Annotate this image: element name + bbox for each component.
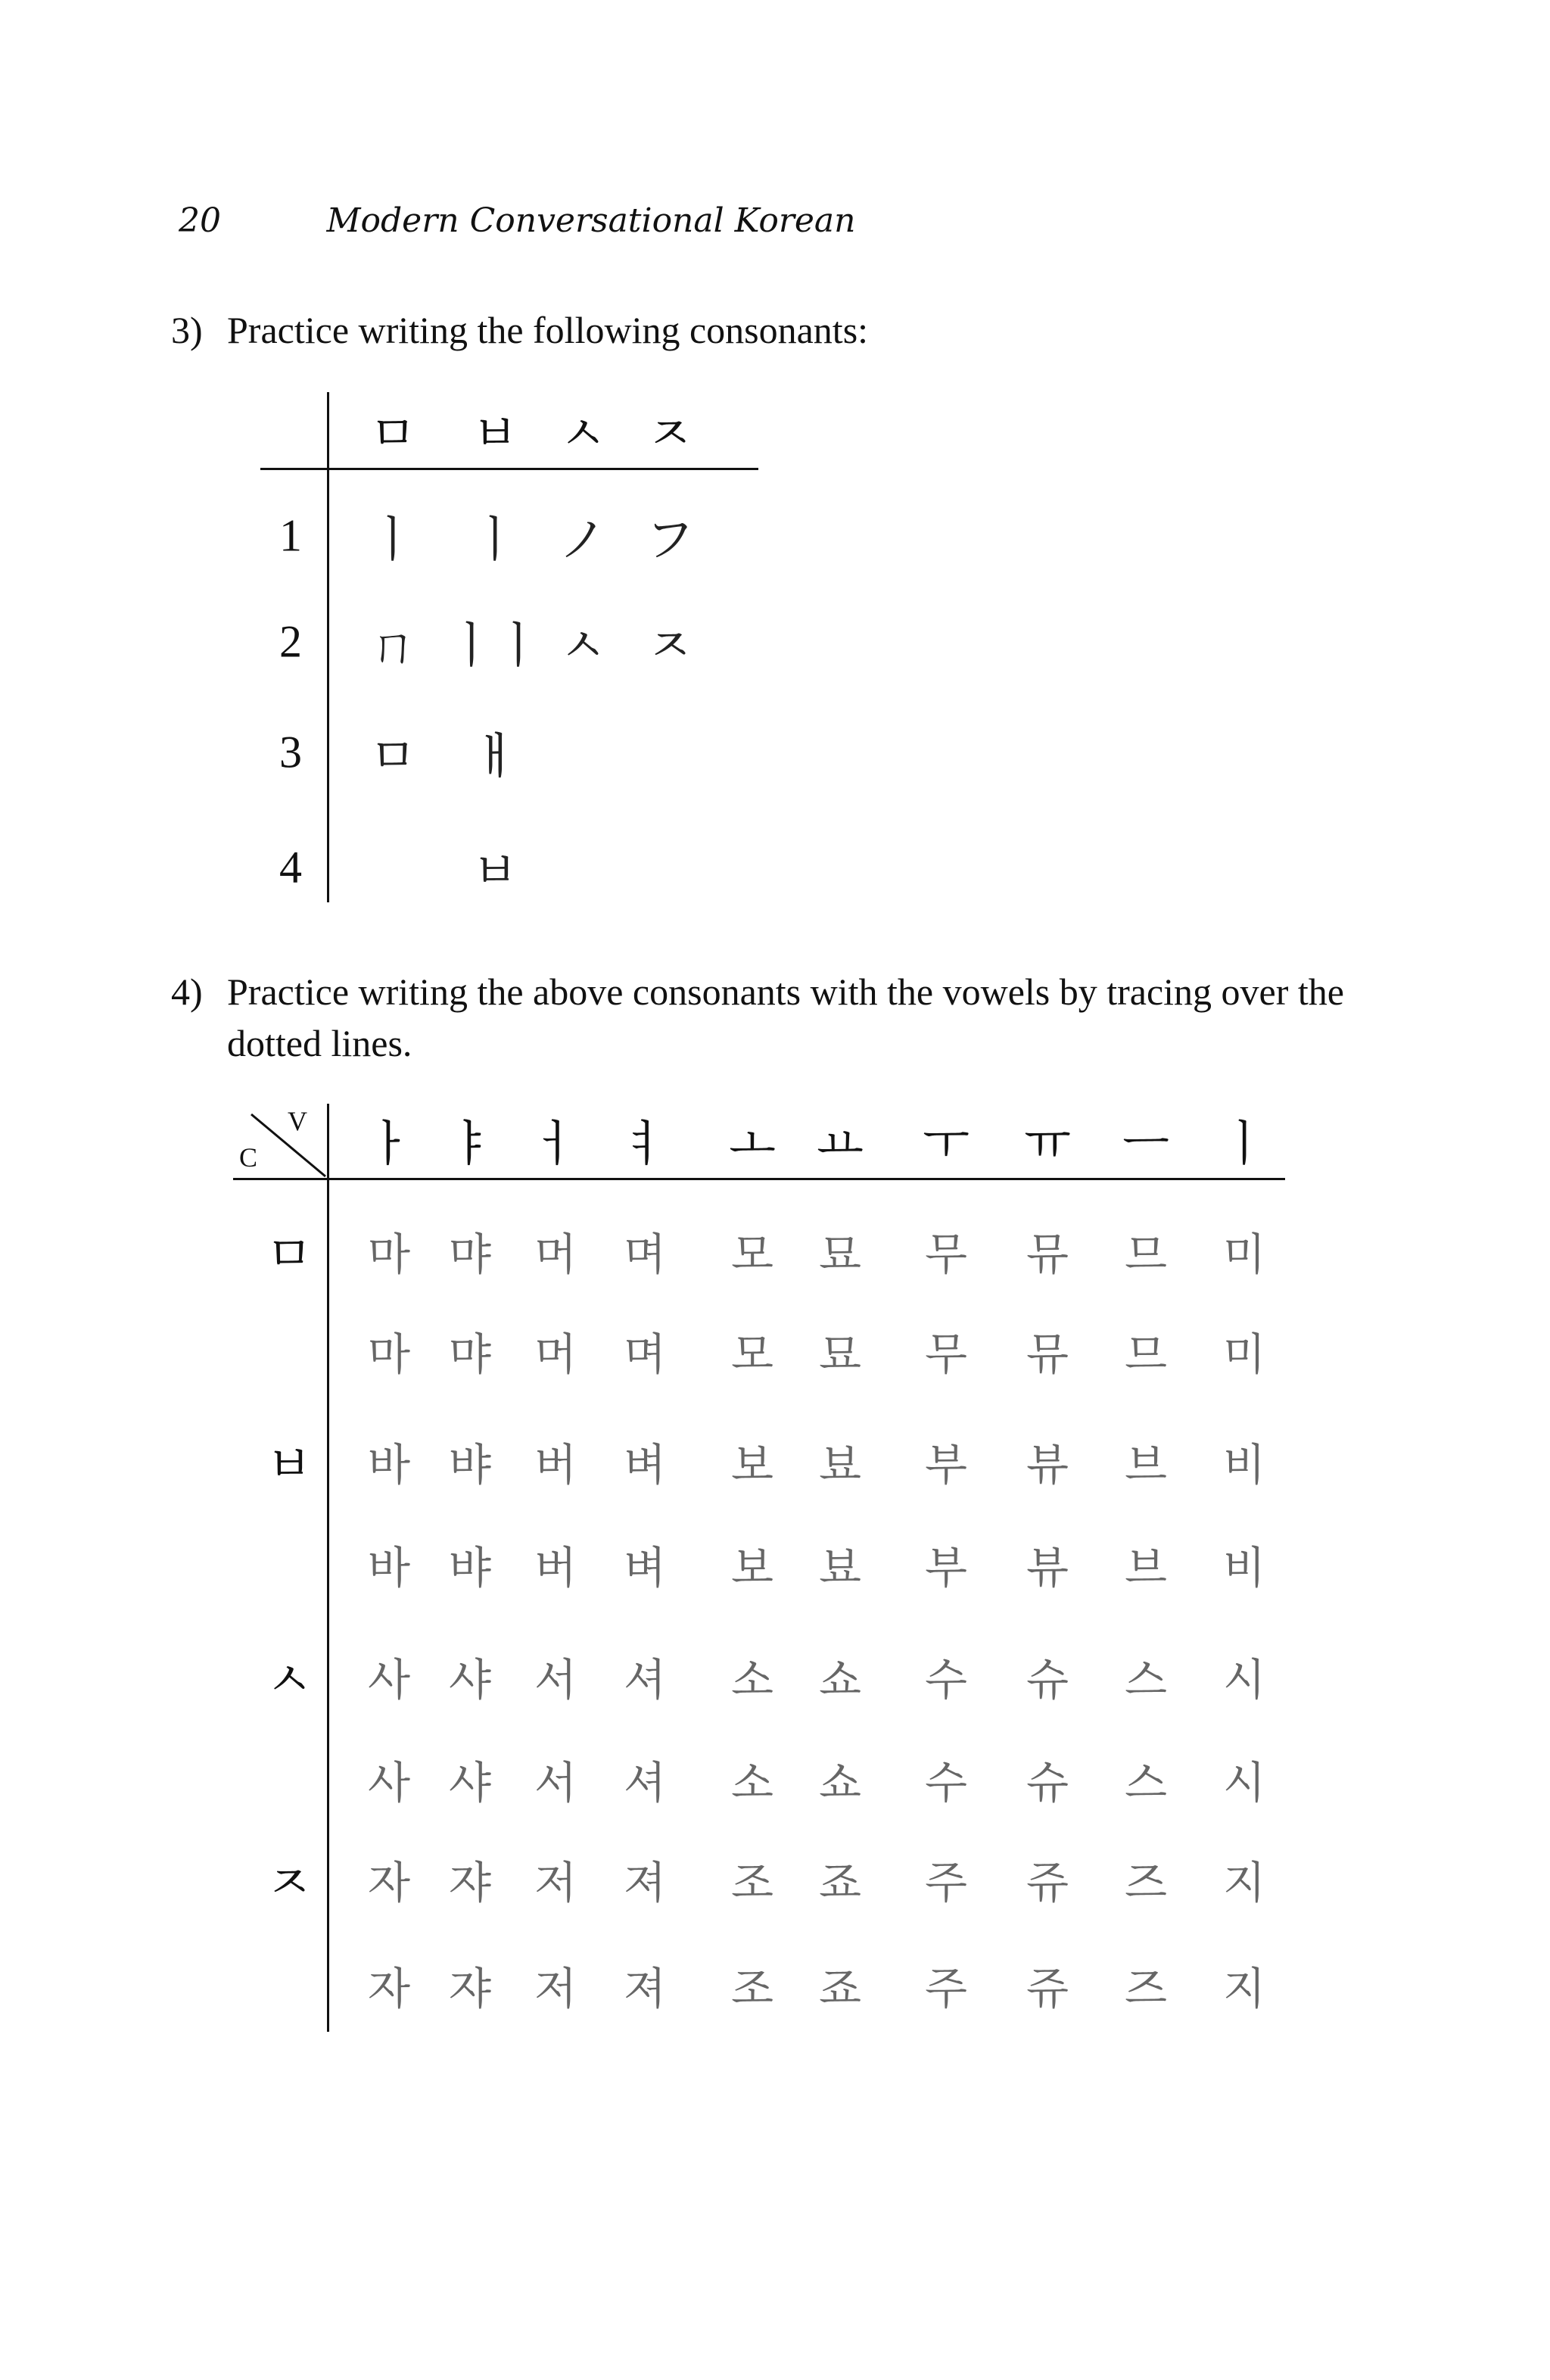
practice-syllable: 묘 — [818, 1229, 862, 1280]
practice-syllable: 벼 — [623, 1439, 667, 1491]
practice-syllable: 마 — [367, 1329, 411, 1380]
corner-label-v: V — [288, 1106, 307, 1136]
consonant-label: ㅁ — [266, 1227, 313, 1283]
consonant-label: ㅂ — [266, 1438, 313, 1494]
stroke-step: フ — [646, 512, 694, 569]
vowel-header: ㅗ — [729, 1117, 776, 1173]
practice-syllable: 사 — [367, 1654, 411, 1706]
practice-syllable: 먀 — [448, 1329, 492, 1380]
stroke-step-number: 3 — [279, 727, 302, 777]
vowel-header: ㅏ — [366, 1117, 412, 1173]
stroke-step: ㅣ — [369, 512, 416, 569]
practice-syllable: 무 — [924, 1229, 968, 1280]
consonant-header: ㅈ — [646, 407, 693, 463]
practice-syllable: 버 — [534, 1542, 577, 1593]
practice-syllable: 뵤 — [818, 1439, 862, 1491]
practice-syllable: 서 — [534, 1757, 577, 1808]
practice-syllable: 먀 — [448, 1229, 492, 1280]
practice-syllable: 조 — [730, 1963, 774, 2014]
practice-syllable: 뱌 — [448, 1439, 492, 1491]
practice-syllable: 시 — [1222, 1757, 1266, 1808]
practice-syllable: 시 — [1222, 1654, 1266, 1706]
practice-syllable: 져 — [623, 1963, 667, 2014]
practice-syllable: 쟈 — [448, 1963, 492, 2014]
practice-syllable: 마 — [367, 1229, 411, 1280]
vowel-header: ㅡ — [1122, 1117, 1169, 1173]
vowel-header: ㅛ — [817, 1117, 864, 1173]
practice-syllable: 브 — [1124, 1439, 1168, 1491]
practice-syllable: 주 — [924, 1857, 968, 1908]
practice-syllable: 브 — [1124, 1542, 1168, 1593]
practice-syllable: 샤 — [448, 1757, 492, 1808]
stroke-step-number: 4 — [279, 842, 302, 892]
practice-syllable: 즈 — [1124, 1963, 1168, 2014]
practice-syllable: 며 — [623, 1329, 667, 1380]
stroke-table-header-rule — [260, 468, 758, 470]
vowel-header: ㅣ — [1221, 1117, 1268, 1173]
practice-syllable: 쥬 — [1026, 1857, 1069, 1908]
practice-syllable: 뮤 — [1026, 1329, 1069, 1380]
practice-syllable: 수 — [924, 1757, 968, 1808]
vowel-header: ㅕ — [621, 1117, 668, 1173]
practice-syllable: 스 — [1124, 1757, 1168, 1808]
practice-syllable: 쇼 — [818, 1654, 862, 1706]
stroke-step-number: 2 — [279, 616, 302, 667]
practice-syllable: 셔 — [623, 1654, 667, 1706]
practice-syllable: 지 — [1222, 1963, 1266, 2014]
practice-syllable: 뷰 — [1026, 1439, 1069, 1491]
practice-syllable: 쥬 — [1026, 1963, 1069, 2014]
section-4-instruction — [171, 966, 1382, 1072]
practice-syllable: 바 — [367, 1439, 411, 1491]
practice-syllable: 샤 — [448, 1654, 492, 1706]
practice-syllable: 뮤 — [1026, 1229, 1069, 1280]
practice-syllable: 즈 — [1124, 1857, 1168, 1908]
section-3-text: Practice writing the following consonants: — [227, 309, 869, 351]
practice-syllable: 머 — [534, 1229, 577, 1280]
practice-syllable: 미 — [1222, 1229, 1266, 1280]
consonant-header: ㅂ — [472, 407, 518, 463]
practice-syllable: 머 — [534, 1329, 577, 1380]
practice-syllable: 모 — [730, 1229, 774, 1280]
practice-syllable: 슈 — [1026, 1654, 1069, 1706]
practice-syllable: 부 — [924, 1542, 968, 1593]
stroke-step: ㅣㅣ — [448, 618, 542, 674]
practice-syllable: 죠 — [818, 1963, 862, 2014]
corner-label-c: C — [239, 1142, 258, 1173]
stroke-step: ㅅ — [559, 618, 606, 674]
tracing-table-header-rule — [233, 1178, 1285, 1180]
practice-syllable: 뵤 — [818, 1542, 862, 1593]
practice-syllable: 보 — [730, 1542, 774, 1593]
practice-syllable: 저 — [534, 1857, 577, 1908]
practice-syllable: 자 — [367, 1857, 411, 1908]
vowel-header: ㅑ — [447, 1117, 493, 1173]
consonant-label: ㅅ — [266, 1653, 313, 1709]
running-title: Modern Conversational Korean — [326, 201, 856, 240]
practice-syllable: 수 — [924, 1654, 968, 1706]
stroke-step: ㄇ — [369, 618, 417, 674]
practice-syllable: 쇼 — [818, 1757, 862, 1808]
practice-syllable: 벼 — [623, 1542, 667, 1593]
practice-syllable: 슈 — [1026, 1757, 1069, 1808]
vowel-header: ㅓ — [532, 1117, 579, 1173]
stroke-step: ㅐ — [472, 729, 518, 785]
practice-syllable: 셔 — [623, 1757, 667, 1808]
practice-syllable: 저 — [534, 1963, 577, 2014]
section-3-instruction — [171, 304, 1382, 357]
stroke-step: ㅁ — [369, 729, 416, 785]
practice-syllable: 비 — [1222, 1439, 1266, 1491]
practice-syllable: 며 — [623, 1229, 667, 1280]
tracing-table-vertical-rule — [327, 1104, 329, 2032]
practice-syllable: 뱌 — [448, 1542, 492, 1593]
practice-syllable: 무 — [924, 1329, 968, 1380]
stroke-step: ノ — [559, 512, 607, 569]
page-header — [179, 201, 1004, 254]
practice-syllable: 지 — [1222, 1857, 1266, 1908]
stroke-step: ㅈ — [646, 618, 693, 674]
practice-syllable: 자 — [367, 1963, 411, 2014]
vowel-header: ㅜ — [923, 1117, 970, 1173]
section-3-number: 3) — [171, 309, 203, 351]
practice-syllable: 버 — [534, 1439, 577, 1491]
consonant-label: ㅈ — [266, 1855, 313, 1911]
practice-syllable: 쟈 — [448, 1857, 492, 1908]
practice-syllable: 져 — [623, 1857, 667, 1908]
practice-syllable: 미 — [1222, 1329, 1266, 1380]
practice-syllable: 소 — [730, 1757, 774, 1808]
consonant-header: ㅁ — [369, 407, 416, 463]
practice-syllable: 사 — [367, 1757, 411, 1808]
practice-syllable: 소 — [730, 1654, 774, 1706]
practice-syllable: 보 — [730, 1439, 774, 1491]
practice-syllable: 묘 — [818, 1329, 862, 1380]
stroke-step: ㅣ — [472, 512, 518, 569]
practice-syllable: 죠 — [818, 1857, 862, 1908]
section-4-number: 4) — [171, 970, 203, 1013]
practice-syllable: 므 — [1124, 1329, 1168, 1380]
practice-syllable: 조 — [730, 1857, 774, 1908]
consonant-header: ㅅ — [559, 407, 606, 463]
practice-syllable: 주 — [924, 1963, 968, 2014]
vowel-header: ㅠ — [1024, 1117, 1071, 1173]
stroke-step: ㅂ — [472, 844, 518, 900]
practice-syllable: 므 — [1124, 1229, 1168, 1280]
practice-syllable: 뷰 — [1026, 1542, 1069, 1593]
practice-syllable: 스 — [1124, 1654, 1168, 1706]
practice-syllable: 비 — [1222, 1542, 1266, 1593]
page-number: 20 — [179, 201, 221, 240]
practice-syllable: 모 — [730, 1329, 774, 1380]
practice-syllable: 바 — [367, 1542, 411, 1593]
stroke-step-number: 1 — [279, 510, 302, 561]
practice-syllable: 부 — [924, 1439, 968, 1491]
section-4-text: Practice writing the above consonants with the vowels by tracing over the dotted lines. — [227, 970, 1344, 1064]
practice-syllable: 서 — [534, 1654, 577, 1706]
